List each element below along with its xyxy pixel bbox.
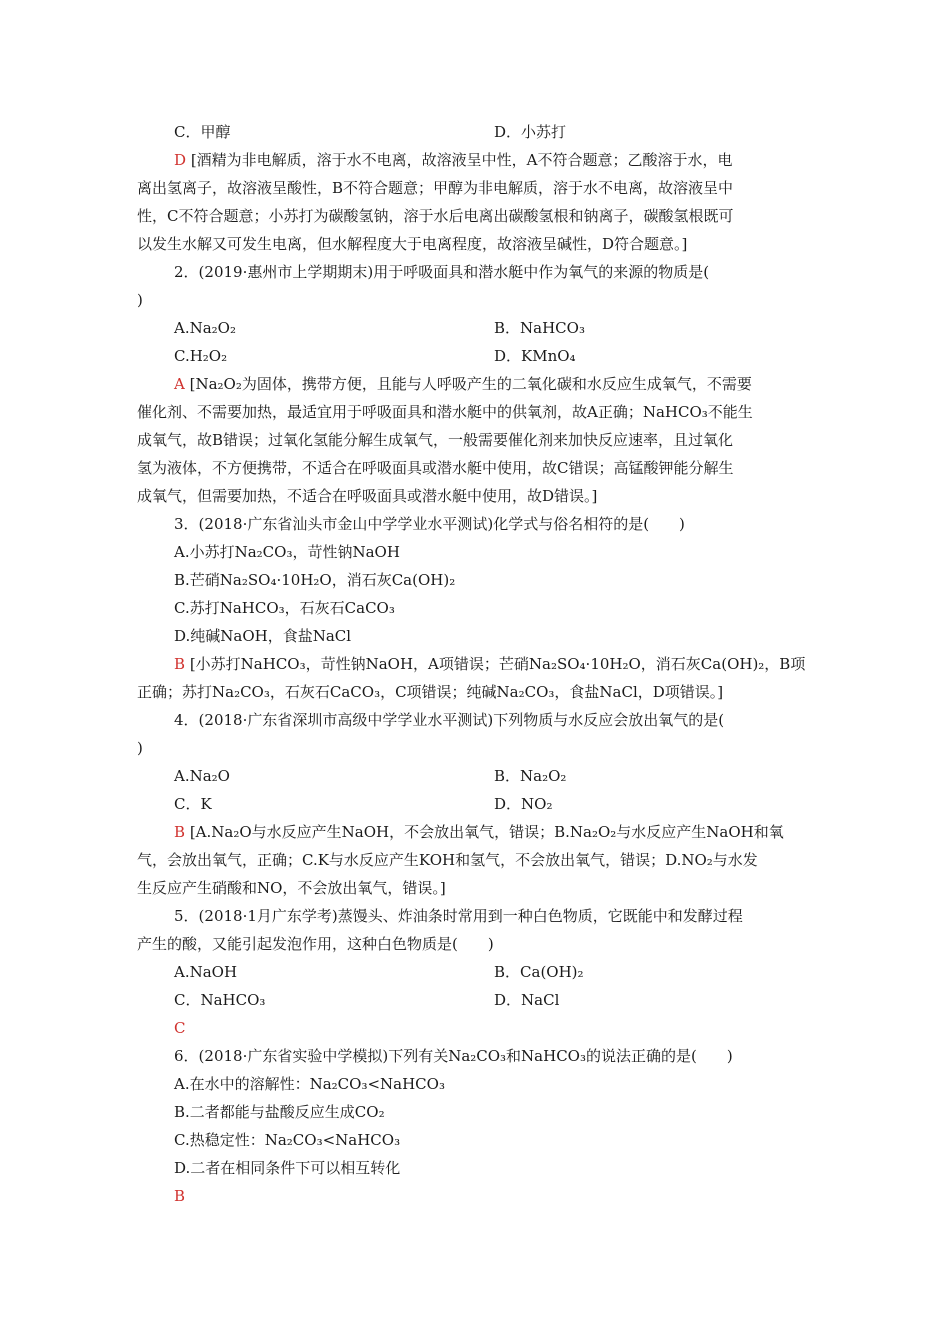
q4-stem-line-1: 4．(2018·广东省深圳市高级中学学业水平测试)下列物质与水反应会放出氧气的是( <box>174 711 725 729</box>
q2-explanation-line-2: 催化剂、不需要加热，最适宜用于呼吸面具和潜水艇中的供氧剂，故A正确；NaHCO₃不能生 <box>137 403 753 421</box>
q5-option-a: A.NaOH <box>174 963 238 981</box>
q3-answer: B <box>174 655 186 673</box>
q3-stem: 3．(2018·广东省汕头市金山中学学业水平测试)化学式与俗名相符的是( ) <box>174 515 685 533</box>
q5-answer: C <box>174 1019 186 1037</box>
q6-option-d: D.二者在相同条件下可以相互转化 <box>174 1159 401 1177</box>
q5-stem-line-1: 5．(2018·1月广东学考)蒸馒头、炸油条时常用到一种白色物质，它既能中和发酵过程 <box>174 907 743 925</box>
q4-option-b: B．Na₂O₂ <box>494 767 567 785</box>
q4-option-d: D．NO₂ <box>494 795 553 813</box>
q3-explanation-line-2: 正确；苏打Na₂CO₃，石灰石CaCO₃，C项错误；纯碱Na₂CO₃，食盐NaCl，D项错误。] <box>137 683 724 701</box>
q4-explanation-line-1: B [A.Na₂O与水反应产生NaOH，不会放出氧气，错误；B.Na₂O₂与水反应产生NaOH和氧 <box>174 823 784 841</box>
q1-explanation-line-4: 以发生水解又可发生电离，但水解程度大于电离程度，故溶液呈碱性，D符合题意。] <box>137 235 688 253</box>
q6-answer: B <box>174 1187 186 1205</box>
q5-stem-line-2: 产生的酸，又能引起发泡作用，这种白色物质是( ) <box>137 935 494 953</box>
q2-option-c: C.H₂O₂ <box>174 347 228 365</box>
q6-option-c: C.热稳定性：Na₂CO₃<NaHCO₃ <box>174 1131 401 1149</box>
q2-option-d: D．KMnO₄ <box>494 347 576 365</box>
q2-explanation-line-4: 氢为液体，不方便携带，不适合在呼吸面具或潜水艇中使用，故C错误；高锰酸钾能分解生 <box>137 459 734 477</box>
q2-answer: A <box>174 375 185 393</box>
q2-stem-line-2: ) <box>137 291 143 309</box>
q4-explanation-line-3: 生反应产生硝酸和NO，不会放出氧气，错误。] <box>137 879 446 897</box>
q6-option-b: B.二者都能与盐酸反应生成CO₂ <box>174 1103 385 1121</box>
q1-explanation-line-2: 离出氢离子，故溶液呈酸性，B不符合题意；甲醇为非电解质，溶于水不电离，故溶液呈中 <box>137 179 734 197</box>
q1-option-d: D．小苏打 <box>494 123 567 141</box>
q2-explanation-line-1: A [Na₂O₂为固体，携带方便，且能与人呼吸产生的二氧化碳和水反应生成氧气，不需要 <box>174 375 752 393</box>
q4-explanation-line-2: 气，会放出氧气，正确；C.K与水反应产生KOH和氢气，不会放出氧气，错误；D.NO₂与水发 <box>137 851 758 869</box>
q3-option-d: D.纯碱NaOH，食盐NaCl <box>174 627 352 645</box>
q4-stem-line-2: ) <box>137 739 143 757</box>
q1-explanation-line-3: 性，C不符合题意；小苏打为碳酸氢钠，溶于水后电离出碳酸氢根和钠离子，碳酸氢根既可 <box>137 207 734 225</box>
q5-option-b: B．Ca(OH)₂ <box>494 963 584 981</box>
q1-explanation-line-1: D [酒精为非电解质，溶于水不电离，故溶液呈中性，A不符合题意；乙酸溶于水，电 <box>174 151 733 169</box>
q2-stem-line-1: 2．(2019·惠州市上学期期末)用于呼吸面具和潜水艇中作为氧气的来源的物质是( <box>174 263 710 281</box>
q2-option-b: B．NaHCO₃ <box>494 319 585 337</box>
q2-explanation-line-3: 成氧气，故B错误；过氧化氢能分解生成氧气，一般需要催化剂来加快反应速率，且过氧化 <box>137 431 734 449</box>
q1-option-c: C．甲醇 <box>174 123 231 141</box>
q4-answer: B <box>174 823 186 841</box>
q2-explanation-line-5: 成氧气，但需要加热，不适合在呼吸面具或潜水艇中使用，故D错误。] <box>137 487 598 505</box>
q6-stem: 6．(2018·广东省实验中学模拟)下列有关Na₂CO₃和NaHCO₃的说法正确的是( ) <box>174 1047 733 1065</box>
q4-option-a: A.Na₂O <box>174 767 230 785</box>
q5-option-c: C．NaHCO₃ <box>174 991 266 1009</box>
q3-option-c: C.苏打NaHCO₃，石灰石CaCO₃ <box>174 599 395 617</box>
q3-option-a: A.小苏打Na₂CO₃，苛性钠NaOH <box>174 543 400 561</box>
q4-option-c: C．K <box>174 795 212 813</box>
q3-option-b: B.芒硝Na₂SO₄·10H₂O，消石灰Ca(OH)₂ <box>174 571 456 589</box>
q1-answer: D <box>174 151 187 169</box>
q3-explanation-line-1: B [小苏打NaHCO₃，苛性钠NaOH，A项错误；芒硝Na₂SO₄·10H₂O，消石灰Ca(OH)₂，B项 <box>174 655 806 673</box>
q6-option-a: A.在水中的溶解性：Na₂CO₃<NaHCO₃ <box>174 1075 445 1093</box>
q5-option-d: D．NaCl <box>494 991 560 1009</box>
q2-option-a: A.Na₂O₂ <box>174 319 236 337</box>
